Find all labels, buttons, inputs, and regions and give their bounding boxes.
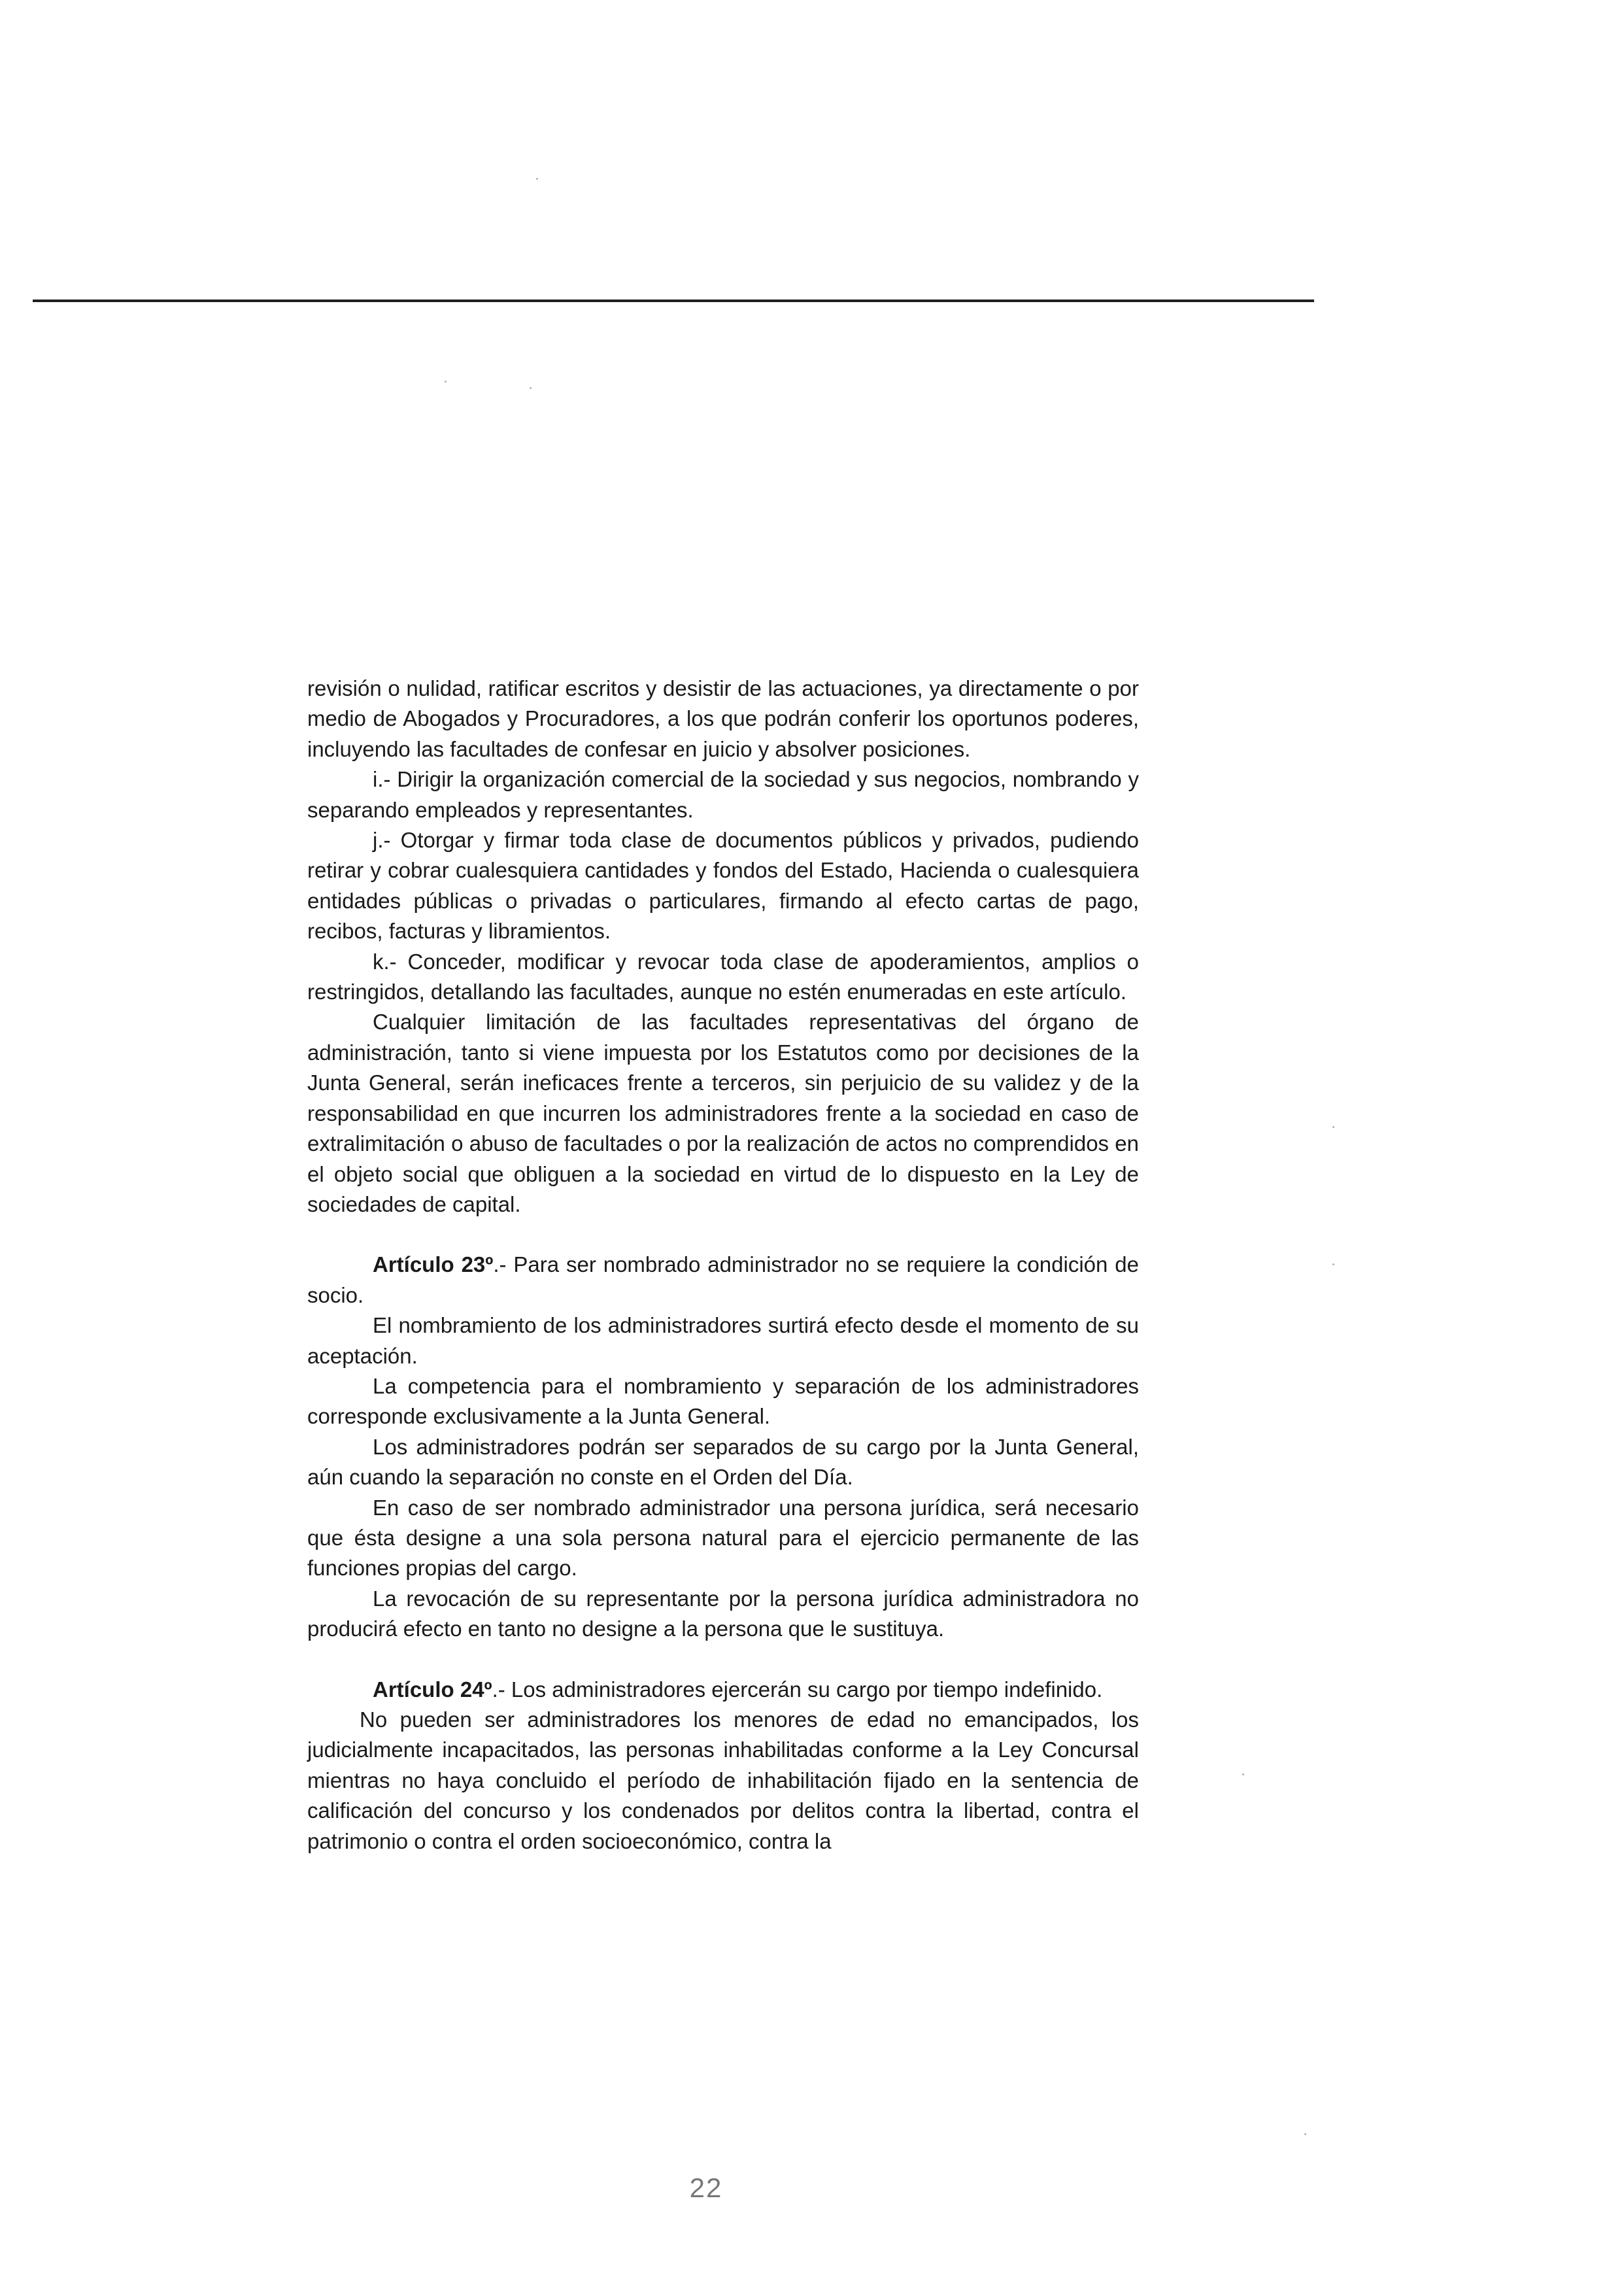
scan-speck [1304,2133,1306,2135]
scan-speck [1242,1773,1244,1775]
section-gap [307,1645,1139,1675]
paragraph-revision: revisión o nulidad, ratificar escritos y desistir de las actuaciones, ya directamente o por medio de Abogados y Procuradores, a los que podrán conferir los oportunos poderes, incluyendo las facultades de confesar en juicio y absolver posiciones. [307,676,1139,761]
article-23-paragraph: En caso de ser nombrado administrador una persona jurídica, será necesario que ésta designe a una sola persona natural para el ejercicio permanente de las funciones propias del cargo. [307,1495,1139,1581]
paragraph-item-j: j.- Otorgar y firmar toda clase de documentos públicos y privados, pudiendo retirar y cobrar cualesquiera cantidades y fondos del Estado, Hacienda o cualesquiera entidades públicas o privadas o particulares, firmando al efecto cartas de pago, recibos, facturas y libramientos. [307,828,1139,944]
article-24-intro: .- Los administradores ejercerán su cargo por tiempo indefinido. [492,1677,1103,1702]
scan-speck [1332,1126,1334,1128]
article-23-label: Artículo 23º [373,1252,494,1277]
scan-speck [536,178,538,180]
scan-speck [445,381,447,383]
article-23-paragraph: La revocación de su representante por la persona jurídica administradora no producirá efecto en tanto no designe a la persona que le sustituya. [307,1586,1139,1641]
scan-speck [1332,1263,1334,1265]
article-23-heading [307,1250,1139,1310]
section-gap [307,1220,1139,1250]
scan-speck [530,387,532,389]
paragraph-limitations: Cualquier limitación de las facultades representativas del órgano de administración, tanto si viene impuesta por los Estatutos como por decisiones de la Junta General, serán ineficaces frente a terceros, sin perjuicio de su validez y de la responsabilidad en que incurren los administradores frente a la sociedad en caso de extralimitación o abuso de facultades o por la realización de actos no comprendidos en el objeto social que obliguen a la sociedad en virtud de lo dispuesto en la Ley de sociedades de capital. [307,1010,1139,1216]
article-24-heading [307,1675,1139,1705]
article-24-paragraph: No pueden ser administradores los menores de edad no emancipados, los judicialmente incapacitados, las personas inhabilitadas conforme a la Ley Concursal mientras no haya concluido el período de inhabilitación fijado en la sentencia de calificación del concurso y los condenados por delitos contra la libertad, contra el patrimonio o contra el orden socioeconómico, contra la [307,1707,1139,1853]
paragraph-item-i: i.- Dirigir la organización comercial de la sociedad y sus negocios, nombrando y separando empleados y representantes. [307,767,1139,822]
article-23-paragraph: Los administradores podrán ser separados de su cargo por la Junta General, aún cuando la separación no conste en el Orden del Día. [307,1434,1139,1490]
article-24-label: Artículo 24º [373,1677,492,1702]
header-rule [33,300,1314,302]
article-23-intro: .- Para ser nombrado administrador no se requiere la condición de socio. [307,1252,1139,1307]
document-body [307,674,1139,1857]
article-23-paragraph: La competencia para el nombramiento y separación de los administradores corresponde exclusivamente a la Junta General. [307,1373,1139,1429]
page-number: 22 [689,2172,723,2203]
paragraph-item-k: k.- Conceder, modificar y revocar toda clase de apoderamientos, amplios o restringidos, detallando las facultades, aunque no estén enumeradas en este artículo. [307,949,1139,1004]
article-23-paragraph: El nombramiento de los administradores surtirá efecto desde el momento de su aceptación. [307,1313,1139,1368]
